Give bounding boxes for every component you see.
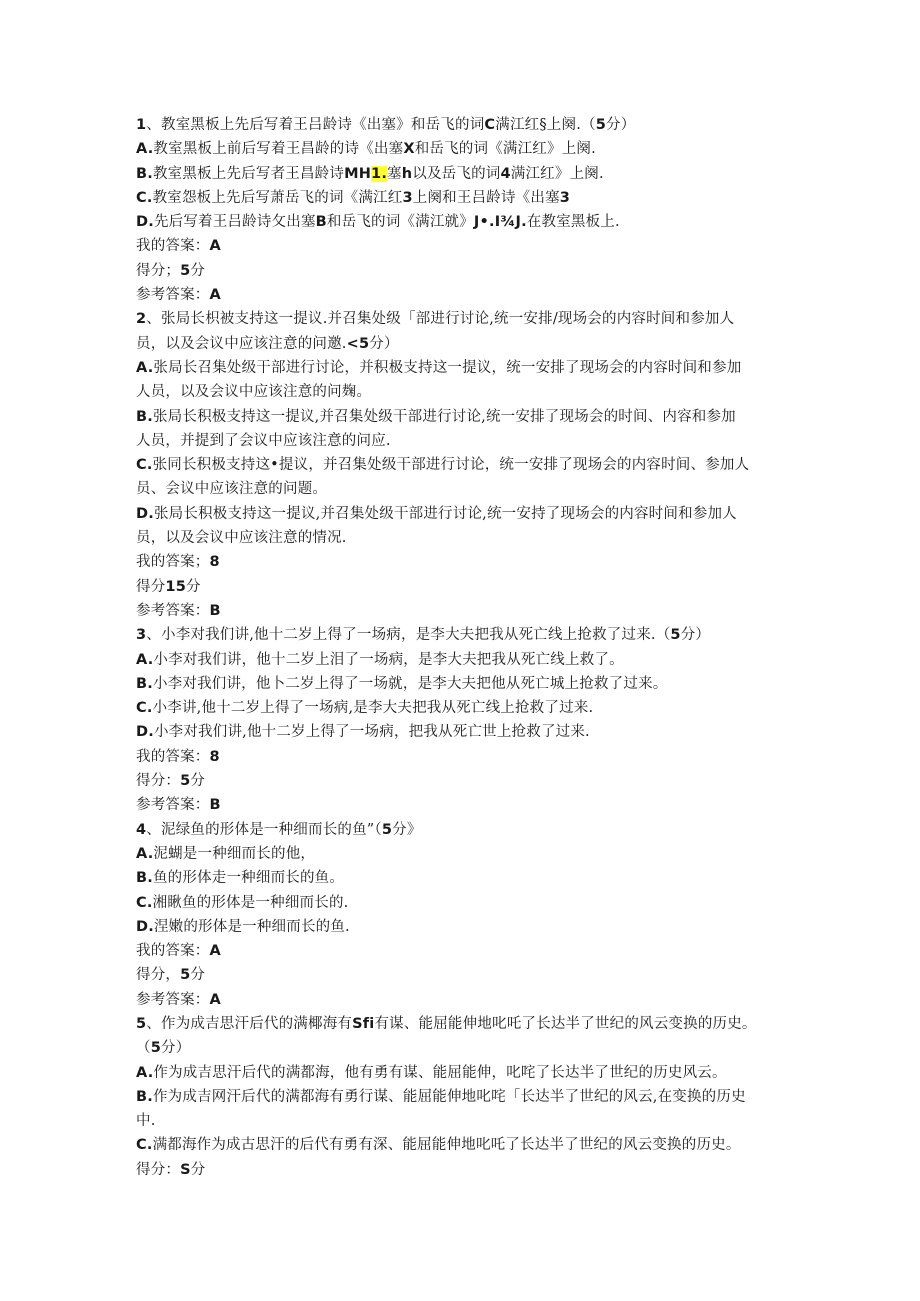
question-4-option-b: B.鱼的形体走一种细而长的鱼。 <box>136 870 345 887</box>
question-4-reference-answer: 参考答案：A <box>136 991 221 1008</box>
question-2-option-b: B.张局长积极支持这一提议,并召集处级干部进行讨论,统一安排了现场会的时间、内容和参加 <box>136 408 736 425</box>
question-3-my-answer: 我的答案：8 <box>136 748 220 765</box>
question-5-option-a: A.作为成吉思汗后代的满都海，他有勇有谋、能屈能伸，叱咤了长达半了世纪的历史风云。 <box>136 1064 727 1081</box>
question-3-option-c: C.小李讲,他十二岁上得了一场病,是李大夫把我从死亡线上抢救了过来. <box>136 700 594 717</box>
question-4-option-a: A.泥蝴是一种细而长的他， <box>136 845 316 862</box>
question-4-my-answer: 我的答案：A <box>136 943 221 960</box>
question-3-option-a: A.小李对我们讲，他十二岁上泪了一场病，是李大夫把我从死亡线上救了。 <box>136 651 624 668</box>
question-5-option-c: C.满都海作为成古思汗的后代有勇有深、能屈能伸地叱吒了长达半了世纪的风云变换的历史。 <box>136 1137 741 1154</box>
question-3-score: 得分：5分 <box>136 773 206 790</box>
question-5-stem-cont: （5分） <box>136 1040 191 1057</box>
question-2-stem-cont: 员，以及会议中应该注意的问邀.<5分） <box>136 335 399 352</box>
question-2-option-d-cont: 员，以及会议中应该注意的情况. <box>136 530 347 547</box>
question-2-option-a-cont: 人员，以及会议中应该注意的问麹。 <box>136 384 372 401</box>
question-2-reference-answer: 参考答案：B <box>136 602 221 619</box>
question-1-option-a: A.教室黑板上前后写着王昌龄的诗《出塞X和岳飞的词《满江红》上阕. <box>136 141 596 158</box>
question-1-option-d: D.先后写着王吕龄诗攵出塞B和岳飞的词《满江就》J•.I¾J.在教室黑板上. <box>136 214 620 231</box>
question-4-stem: 4、泥绿鱼的形体是一种细而长的鱼”（5分》 <box>136 821 422 838</box>
question-5-option-b-cont: 中. <box>136 1113 156 1130</box>
question-5-score: 得分：S分 <box>136 1161 206 1178</box>
question-2-stem: 2、张局长枳被支持这一提议.并召集处级「部进行讨论,统一安排/现场会的内容时间和参加人 <box>136 311 735 328</box>
highlighted-text: 1. <box>371 165 388 182</box>
question-1-my-answer: 我的答案：A <box>136 238 221 255</box>
question-3-option-b: B.小李对我们讲，他卜二岁上得了一场就，是李大夫把他从死亡城上抢救了过来。 <box>136 675 668 692</box>
question-2-option-c-cont: 员、会议中应该注意的问题。 <box>136 481 328 498</box>
question-2-my-answer: 我的答案；8 <box>136 554 220 571</box>
question-1-score: 得分；5分 <box>136 262 206 279</box>
question-3-reference-answer: 参考答案：B <box>136 797 221 814</box>
question-3-stem: 3、小李对我们讲,他十二岁上得了一场病，是李大夫把我从死亡线上抢救了过来.（5分） <box>136 627 711 644</box>
question-2-option-d: D.张局长积极支持这一提议,并召集处级干部进行讨论,统一安持了现场会的内容时间和参加人 <box>136 505 737 522</box>
question-2-score: 得分15分 <box>136 578 201 595</box>
question-4-option-d: D.涅嫩的形体是一种细而长的鱼. <box>136 918 350 935</box>
question-2-option-a: A.张局长召集处级干部进行讨论，并积极支持这一提议，统一安排了现场会的内容时间和参加 <box>136 359 742 376</box>
question-5-option-b: B.作为成吉网汗后代的满都海有勇行谋、能屈能伸地叱咤「长达半了世纪的风云,在变换的历史 <box>136 1088 746 1105</box>
question-4-option-c: C.湘瞅鱼的形体是一种细而长的. <box>136 894 349 911</box>
exam-document <box>136 113 786 1182</box>
question-1-reference-answer: 参考答案：A <box>136 287 221 304</box>
question-1-stem: 1、教室黑板上先后写着王吕龄诗《出塞》和岳飞的词C满江红§上阕.（5分） <box>136 117 636 133</box>
question-5-stem: 5、作为成吉思汗后代的满椰海有Sfi有谋、能屈能伸地叱吒了长达半了世纪的风云变换的历史。 <box>136 1015 757 1032</box>
question-2-option-c: C.张同长积极支持这•提议，并召集处级干部进行讨论，统一安排了现场会的内容时间、参加人 <box>136 457 750 474</box>
question-3-option-d: D.小李对我们讲,他十二岁上得了一场病，把我从死亡世上抢救了过来. <box>136 724 590 741</box>
question-4-score: 得分，5分 <box>136 967 206 984</box>
question-1-option-b: B.教室黑板上先后写者王昌龄诗MH1.塞h以及岳飞的词4满江红》上阕. <box>136 165 604 182</box>
question-2-option-b-cont: 人员，并提到了会议中应该注意的问应. <box>136 432 391 449</box>
question-1-option-c: C.教室怨板上先后写萧岳飞的词《满江红3上阕和王吕龄诗《出塞3 <box>136 189 571 206</box>
